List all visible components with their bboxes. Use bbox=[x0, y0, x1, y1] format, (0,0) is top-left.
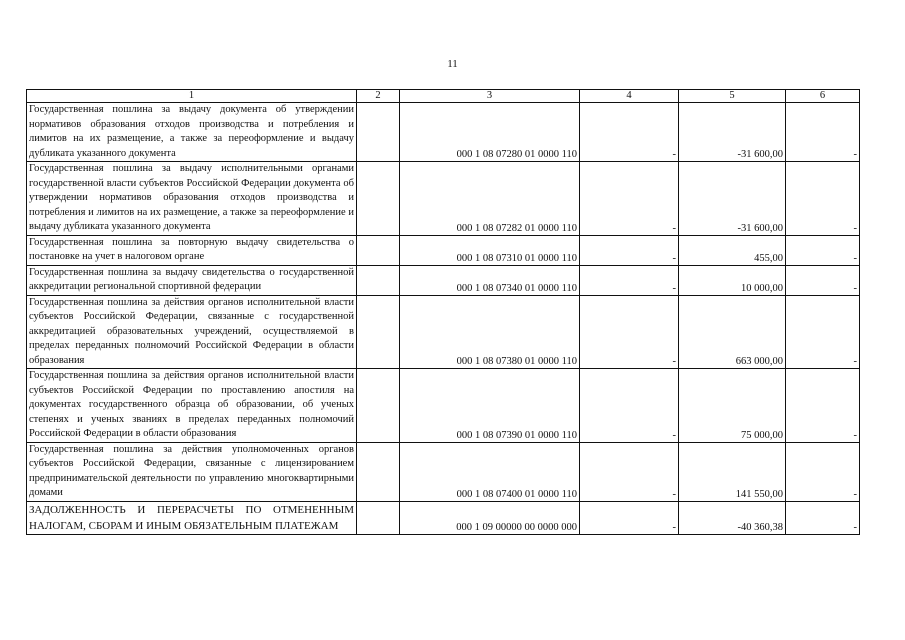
table-row bbox=[27, 235, 860, 265]
row-name: Государственная пошлина за повторную выдачу свидетельства о постановке на учет в налоговом органе bbox=[27, 235, 357, 265]
table-row bbox=[27, 265, 860, 295]
row-col2 bbox=[357, 162, 400, 236]
row-col4: - bbox=[580, 235, 679, 265]
row-amount: -31 600,00 bbox=[679, 103, 786, 162]
row-amount: -40 360,38 bbox=[679, 501, 786, 534]
row-amount: 141 550,00 bbox=[679, 442, 786, 501]
table-row bbox=[27, 295, 860, 369]
row-code: 000 1 09 00000 00 0000 000 bbox=[400, 501, 580, 534]
row-code: 000 1 08 07400 01 0000 110 bbox=[400, 442, 580, 501]
row-name: Государственная пошлина за выдачу исполнительными органами государственной власти субъектов Российской Федерации документа об утверждении нормативов образования отходов производства и потребления и лимитов на их размещение, а также за переоформление и выдачу дубликата указанного документа bbox=[27, 162, 357, 236]
revenue-table bbox=[26, 89, 860, 535]
row-col6: - bbox=[786, 162, 860, 236]
row-col6: - bbox=[786, 265, 860, 295]
table-row bbox=[27, 369, 860, 443]
row-col2 bbox=[357, 295, 400, 369]
column-header-4: 4 bbox=[580, 90, 679, 103]
table-row bbox=[27, 501, 860, 534]
row-col6: - bbox=[786, 501, 860, 534]
row-col6: - bbox=[786, 235, 860, 265]
row-name: Государственная пошлина за действия органов исполнительной власти субъектов Российской Федерации по проставлению апостиля на документах государственного образца об образовании, об ученых степенях и ученых званиях в пределах переданных полномочий Российской Федерации в области образования bbox=[27, 369, 357, 443]
row-col2 bbox=[357, 501, 400, 534]
page-number: 11 bbox=[447, 58, 458, 70]
row-amount: -31 600,00 bbox=[679, 162, 786, 236]
row-col6: - bbox=[786, 369, 860, 443]
row-name: ЗАДОЛЖЕННОСТЬ И ПЕРЕРАСЧЕТЫ ПО ОТМЕНЕННЫМ НАЛОГАМ, СБОРАМ И ИНЫМ ОБЯЗАТЕЛЬНЫМ ПЛАТЕЖАМ bbox=[27, 501, 357, 534]
row-name: Государственная пошлина за действия уполномоченных органов субъектов Российской Федерации, связанные с лицензированием предпринимательской деятельности по управлению многоквартирными домами bbox=[27, 442, 357, 501]
row-col2 bbox=[357, 235, 400, 265]
row-col4: - bbox=[580, 162, 679, 236]
row-col4: - bbox=[580, 295, 679, 369]
row-name: Государственная пошлина за действия органов исполнительной власти субъектов Российской Федерации, связанные с государственной аккредитацией образовательных учреждений, осуществляемой в пределах переданных полномочий Российской Федерации в области образования bbox=[27, 295, 357, 369]
column-header-5: 5 bbox=[679, 90, 786, 103]
row-code: 000 1 08 07340 01 0000 110 bbox=[400, 265, 580, 295]
row-amount: 75 000,00 bbox=[679, 369, 786, 443]
row-col2 bbox=[357, 442, 400, 501]
row-col4: - bbox=[580, 265, 679, 295]
row-amount: 663 000,00 bbox=[679, 295, 786, 369]
row-amount: 10 000,00 bbox=[679, 265, 786, 295]
row-col4: - bbox=[580, 103, 679, 162]
table-row bbox=[27, 162, 860, 236]
column-header-1: 1 bbox=[27, 90, 357, 103]
row-col6: - bbox=[786, 295, 860, 369]
row-code: 000 1 08 07380 01 0000 110 bbox=[400, 295, 580, 369]
row-name: Государственная пошлина за выдачу свидетельства о государственной аккредитации региональной спортивной федерации bbox=[27, 265, 357, 295]
column-header-6: 6 bbox=[786, 90, 860, 103]
row-name: Государственная пошлина за выдачу документа об утверждении нормативов образования отходов производства и потребления и лимитов на их размещение, а также за переоформление и выдачу дубликата указанного документа bbox=[27, 103, 357, 162]
row-col6: - bbox=[786, 103, 860, 162]
row-amount: 455,00 bbox=[679, 235, 786, 265]
column-header-3: 3 bbox=[400, 90, 580, 103]
row-col2 bbox=[357, 103, 400, 162]
row-col2 bbox=[357, 369, 400, 443]
table-row bbox=[27, 103, 860, 162]
row-col6: - bbox=[786, 442, 860, 501]
row-col4: - bbox=[580, 501, 679, 534]
row-code: 000 1 08 07280 01 0000 110 bbox=[400, 103, 580, 162]
row-code: 000 1 08 07282 01 0000 110 bbox=[400, 162, 580, 236]
column-header-2: 2 bbox=[357, 90, 400, 103]
row-col4: - bbox=[580, 442, 679, 501]
row-code: 000 1 08 07390 01 0000 110 bbox=[400, 369, 580, 443]
row-col4: - bbox=[580, 369, 679, 443]
column-number-row bbox=[27, 90, 860, 103]
table-row bbox=[27, 442, 860, 501]
row-col2 bbox=[357, 265, 400, 295]
row-code: 000 1 08 07310 01 0000 110 bbox=[400, 235, 580, 265]
